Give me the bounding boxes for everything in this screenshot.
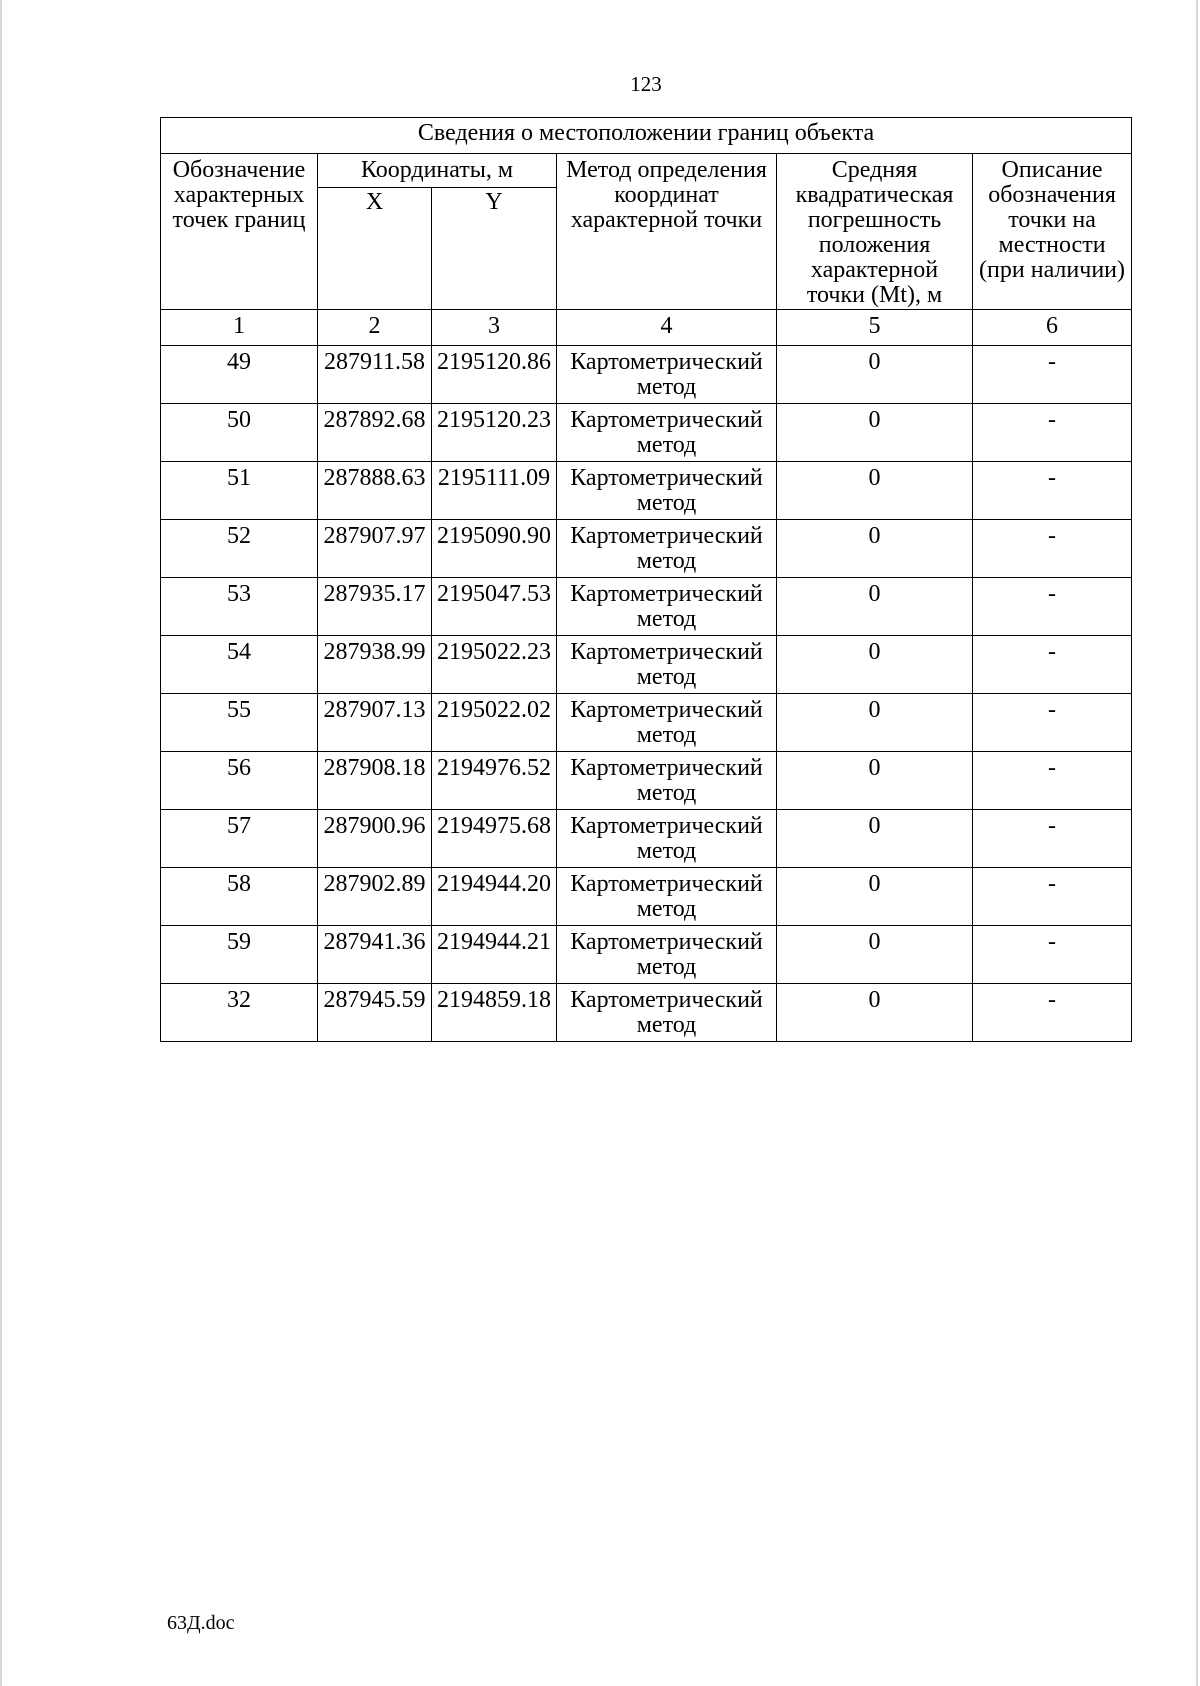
cell-point: 55 (161, 694, 318, 752)
cell-point: 58 (161, 868, 318, 926)
page-number: 123 (630, 72, 662, 96)
cell-x: 287935.17 (318, 578, 432, 636)
cell-point: 50 (161, 404, 318, 462)
header-designation: Обозначение характерных точек границ (161, 154, 318, 310)
table-row (161, 404, 1132, 462)
column-number: 1 (161, 310, 318, 346)
table-row (161, 984, 1132, 1042)
cell-y: 2195111.09 (432, 462, 557, 520)
table-row (161, 810, 1132, 868)
cell-point: 49 (161, 346, 318, 404)
cell-error: 0 (777, 462, 973, 520)
column-number: 6 (973, 310, 1132, 346)
cell-error: 0 (777, 984, 973, 1042)
cell-description: - (973, 810, 1132, 868)
cell-description: - (973, 926, 1132, 984)
header-coordinates: Координаты, м (318, 154, 557, 188)
cell-y: 2195120.23 (432, 404, 557, 462)
cell-point: 56 (161, 752, 318, 810)
cell-method: Картометрический метод (557, 462, 777, 520)
cell-description: - (973, 520, 1132, 578)
header-y: Y (432, 188, 557, 310)
cell-error: 0 (777, 810, 973, 868)
cell-description: - (973, 984, 1132, 1042)
table-row (161, 346, 1132, 404)
footer-file-name: 63Д.doc (167, 1612, 235, 1634)
header-description: Описание обозначения точки на местности (при наличии) (973, 154, 1132, 310)
cell-y: 2195022.02 (432, 694, 557, 752)
cell-error: 0 (777, 578, 973, 636)
cell-point: 59 (161, 926, 318, 984)
cell-error: 0 (777, 926, 973, 984)
cell-x: 287908.18 (318, 752, 432, 810)
cell-x: 287945.59 (318, 984, 432, 1042)
cell-description: - (973, 462, 1132, 520)
cell-method: Картометрический метод (557, 810, 777, 868)
cell-y: 2195120.86 (432, 346, 557, 404)
cell-y: 2194944.21 (432, 926, 557, 984)
cell-x: 287902.89 (318, 868, 432, 926)
column-number: 3 (432, 310, 557, 346)
table-row (161, 752, 1132, 810)
cell-x: 287941.36 (318, 926, 432, 984)
cell-method: Картометрический метод (557, 694, 777, 752)
table-row (161, 636, 1132, 694)
table-row (161, 926, 1132, 984)
table-title: Сведения о местоположении границ объекта (161, 118, 1132, 154)
cell-y: 2194859.18 (432, 984, 557, 1042)
cell-point: 32 (161, 984, 318, 1042)
column-number: 4 (557, 310, 777, 346)
cell-point: 52 (161, 520, 318, 578)
cell-method: Картометрический метод (557, 578, 777, 636)
cell-description: - (973, 868, 1132, 926)
cell-point: 53 (161, 578, 318, 636)
cell-x: 287900.96 (318, 810, 432, 868)
header-method: Метод определения координат характерной точки (557, 154, 777, 310)
cell-error: 0 (777, 636, 973, 694)
header-error: Средняя квадратическая погрешность положения характерной точки (Mt), м (777, 154, 973, 310)
cell-description: - (973, 404, 1132, 462)
cell-point: 57 (161, 810, 318, 868)
header-x: X (318, 188, 432, 310)
cell-description: - (973, 636, 1132, 694)
table-row (161, 578, 1132, 636)
cell-method: Картометрический метод (557, 984, 777, 1042)
cell-x: 287938.99 (318, 636, 432, 694)
table-row (161, 868, 1132, 926)
column-number: 5 (777, 310, 973, 346)
boundary-coordinates-table (160, 117, 1132, 1042)
cell-x: 287907.13 (318, 694, 432, 752)
table-row (161, 520, 1132, 578)
cell-error: 0 (777, 694, 973, 752)
table-row (161, 462, 1132, 520)
cell-description: - (973, 752, 1132, 810)
cell-x: 287911.58 (318, 346, 432, 404)
cell-point: 54 (161, 636, 318, 694)
scan-edge-right (1196, 0, 1198, 1686)
cell-description: - (973, 694, 1132, 752)
cell-y: 2194944.20 (432, 868, 557, 926)
column-number-row (161, 310, 1132, 346)
cell-x: 287907.97 (318, 520, 432, 578)
scan-edge-left (0, 0, 2, 1686)
cell-method: Картометрический метод (557, 752, 777, 810)
cell-error: 0 (777, 404, 973, 462)
cell-error: 0 (777, 752, 973, 810)
cell-method: Картометрический метод (557, 520, 777, 578)
cell-x: 287888.63 (318, 462, 432, 520)
cell-method: Картометрический метод (557, 346, 777, 404)
cell-y: 2194975.68 (432, 810, 557, 868)
cell-method: Картометрический метод (557, 636, 777, 694)
table-row (161, 694, 1132, 752)
cell-point: 51 (161, 462, 318, 520)
cell-y: 2194976.52 (432, 752, 557, 810)
column-number: 2 (318, 310, 432, 346)
cell-description: - (973, 578, 1132, 636)
cell-y: 2195090.90 (432, 520, 557, 578)
cell-x: 287892.68 (318, 404, 432, 462)
cell-description: - (973, 346, 1132, 404)
cell-error: 0 (777, 346, 973, 404)
cell-error: 0 (777, 868, 973, 926)
cell-method: Картометрический метод (557, 868, 777, 926)
cell-error: 0 (777, 520, 973, 578)
cell-method: Картометрический метод (557, 926, 777, 984)
cell-y: 2195022.23 (432, 636, 557, 694)
cell-method: Картометрический метод (557, 404, 777, 462)
cell-y: 2195047.53 (432, 578, 557, 636)
